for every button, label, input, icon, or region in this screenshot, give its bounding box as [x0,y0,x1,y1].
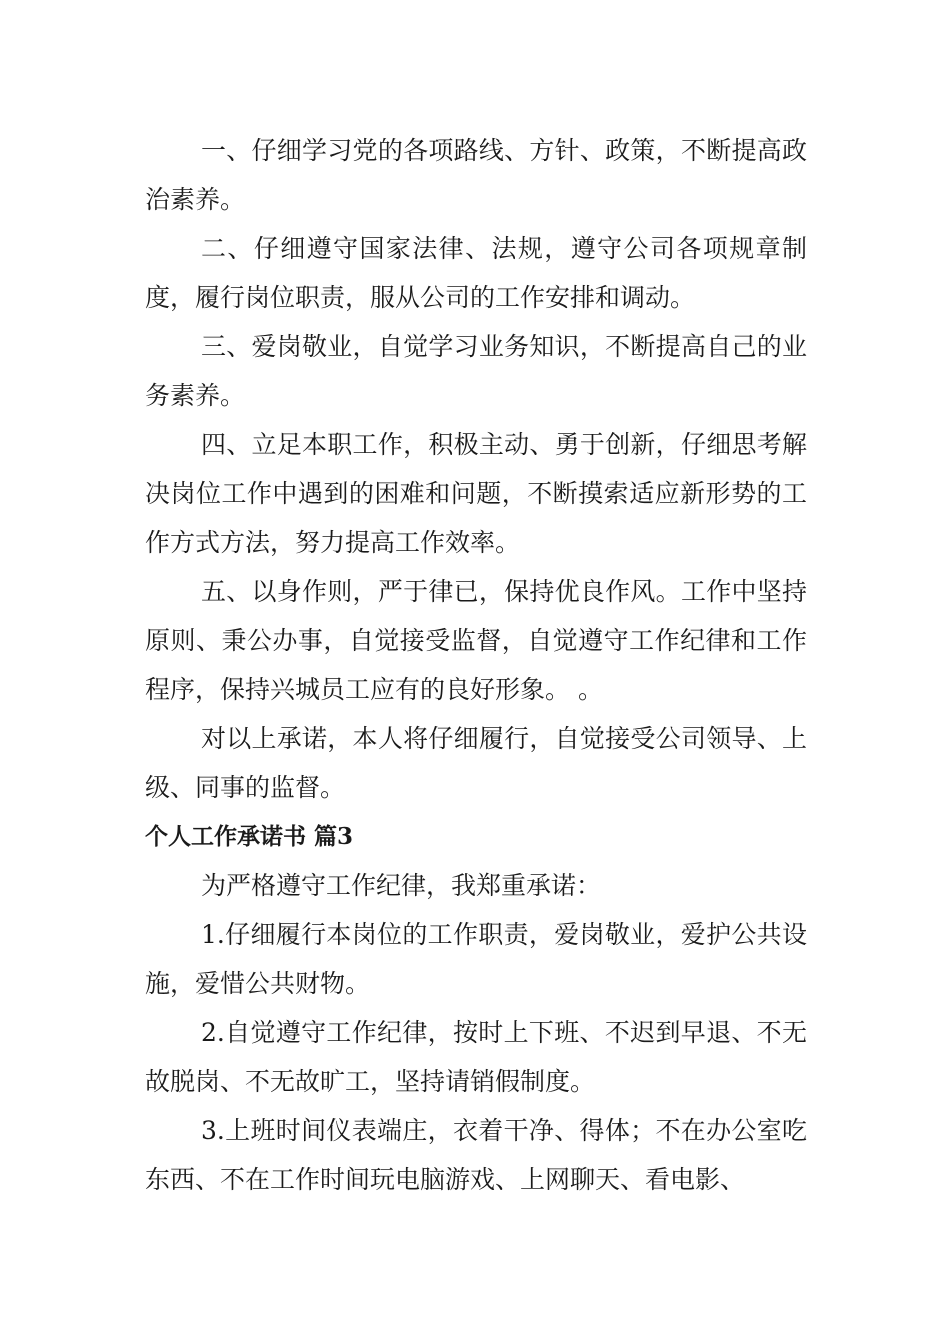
paragraph-8: 1.仔细履行本岗位的工作职责，爱岗敬业，爱护公共设施，爱惜公共财物。 [145,920,807,998]
paragraph-4: 四、立足本职工作，积极主动、勇于创新，仔细思考解决岗位工作中遇到的困难和问题，不断摸索适应新形势的工作方式方法，努力提高工作效率。 [145,430,807,557]
paragraph-10: 3.上班时间仪表端庄，衣着干净、得体；不在办公室吃东西、不在工作时间玩电脑游戏、上网聊天、看电影、 [145,1116,807,1194]
section-heading: 个人工作承诺书 篇3 [145,823,354,850]
document-page [145,126,807,1204]
paragraph-5: 五、以身作则，严于律已，保持优良作风。工作中坚持原则、秉公办事，自觉接受监督，自觉遵守工作纪律和工作程序，保持兴城员工应有的良好形象。 。 [145,577,807,704]
paragraph-7: 为严格遵守工作纪律，我郑重承诺： [201,871,602,900]
paragraph-6: 对以上承诺，本人将仔细履行，自觉接受公司领导、上级、同事的监督。 [145,724,807,802]
paragraph-2: 二、仔细遵守国家法律、法规，遵守公司各项规章制度，履行岗位职责，服从公司的工作安排和调动。 [145,234,807,312]
paragraph-1: 一、仔细学习党的各项路线、方针、政策，不断提高政治素养。 [145,136,807,214]
paragraph-9: 2.自觉遵守工作纪律，按时上下班、不迟到早退、不无故脱岗、不无故旷工，坚持请销假制度。 [145,1018,807,1096]
paragraph-3: 三、爱岗敬业，自觉学习业务知识，不断提高自己的业务素养。 [145,332,807,410]
